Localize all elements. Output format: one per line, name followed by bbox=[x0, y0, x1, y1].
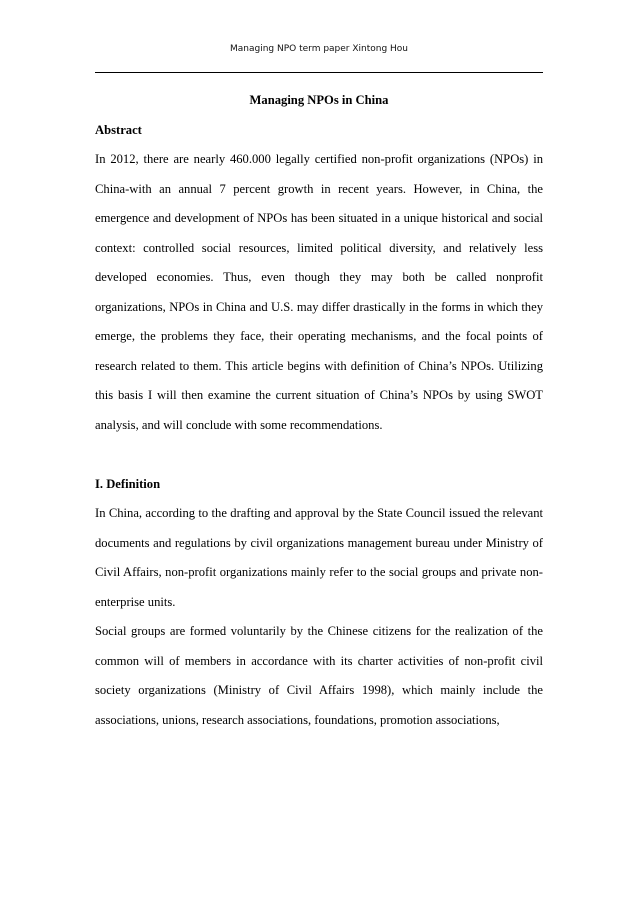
definition-paragraph-1: In China, according to the drafting and approval by the State Council issued the relevant documents and regulations by civil organizations management bureau under Ministry of Civil Affairs, non-profit organizations mainly refer to the social groups and private non-enterprise units. bbox=[95, 506, 543, 609]
definition-heading: I. Definition bbox=[95, 476, 161, 491]
header-rule bbox=[95, 72, 543, 73]
running-header: Managing NPO term paper Xintong Hou bbox=[229, 44, 409, 54]
document-body bbox=[95, 86, 543, 735]
definition-paragraph-2: Social groups are formed voluntarily by the Chinese citizens for the realization of the common will of members in accordance with its charter activities of non-profit civil society organizations (Ministry of Civil Affairs 1998), which mainly include the associations, unions, research associations, foundations, promotion associations, bbox=[95, 624, 543, 727]
abstract-heading: Abstract bbox=[95, 122, 142, 137]
page-title: Managing NPOs in China bbox=[249, 93, 389, 107]
section-spacer bbox=[95, 440, 543, 470]
abstract-paragraph: In 2012, there are nearly 460.000 legally certified non-profit organizations (NPOs) in China-with an annual 7 percent growth in recent years. However, in China, the emergence and development of NPOs has been situated in a unique historical and social context: controlled social resources, limited political diversity, and relatively less developed economies. Thus, even though they may both be called nonprofit organizations, NPOs in China and U.S. may differ drastically in the forms in which they emerge, the problems they face, their operating mechanisms, and the focal points of research related to them. This article begins with definition of China’s NPOs. Utilizing this basis I will then examine the current situation of China’s NPOs by using SWOT analysis, and will conclude with some recommendations. bbox=[95, 152, 543, 432]
